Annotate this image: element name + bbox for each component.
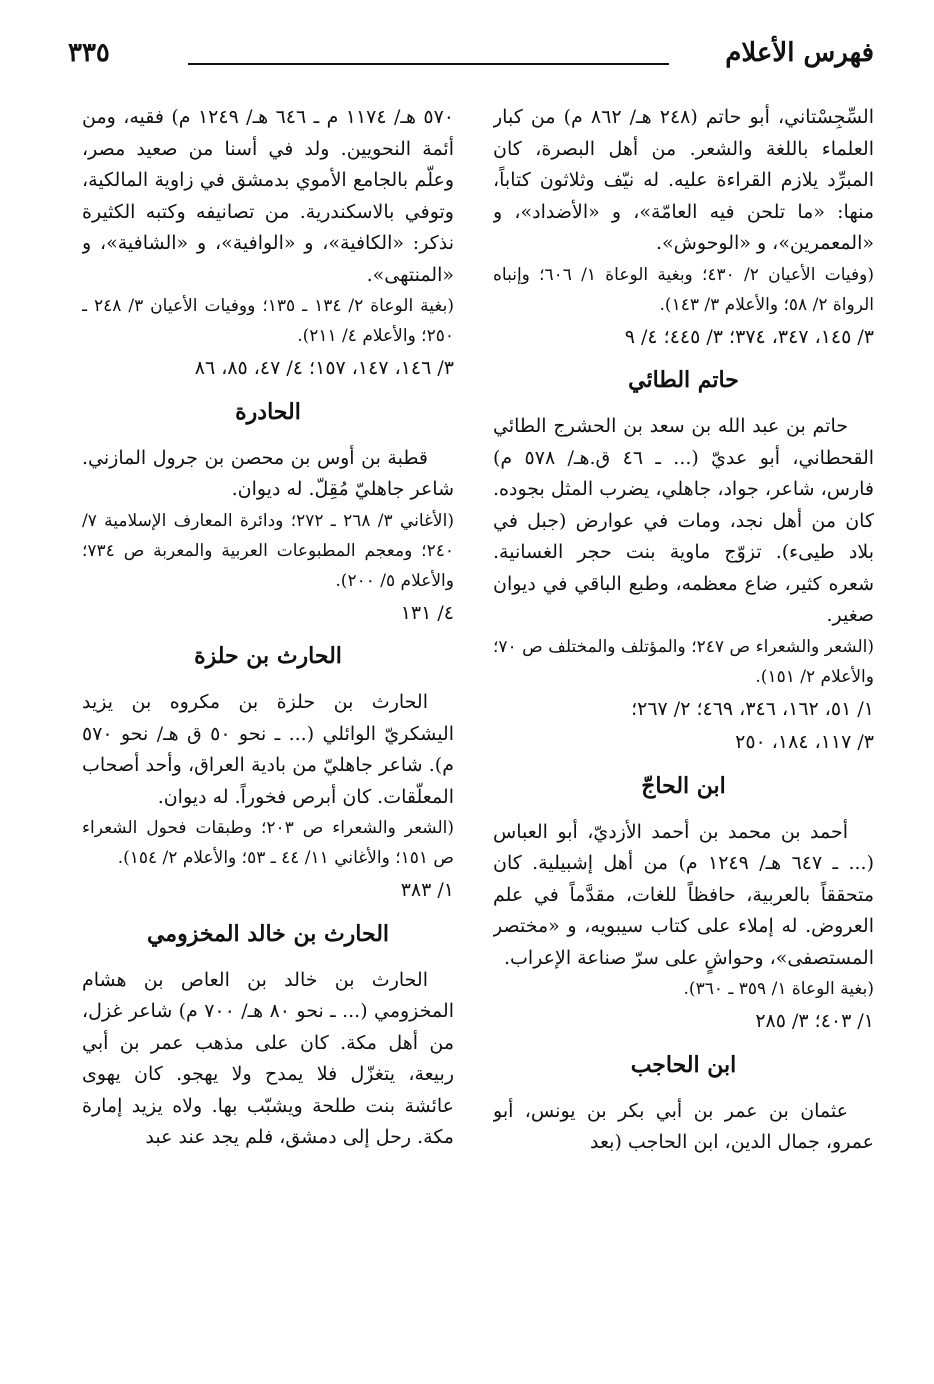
entry-hatim-al-tai	[493, 363, 874, 759]
entry-volume-refs: ٣/ ١٤٥، ٣٤٧، ٣٧٤؛ ٣/ ٤٤٥؛ ٤/ ٩	[624, 325, 874, 348]
entry-references: (الشعر والشعراء ص ٢٤٧؛ والمؤتلف والمختلف ص ٧٠؛ والأعلام ٢/ ١٥١).	[493, 636, 874, 687]
entry-heading: ابن الحاجّ	[641, 772, 726, 799]
entry-heading: ابن الحاجب	[630, 1051, 737, 1078]
entry-al-hadira	[82, 395, 454, 630]
entry-heading: حاتم الطائي	[628, 367, 739, 393]
entry-references: (وفيات الأعيان ٢/ ٤٣٠؛ وبغية الوعاة ١/ ٦٠٦؛ وإنباه الرواة ٢/ ٥٨؛ والأعلام ٣/ ١٤٣).	[493, 264, 874, 315]
entry-text: ٥٧٠ هـ/ ١١٧٤ م ـ ٦٤٦ هـ/ ١٢٤٩ م) فقيه، ومن أئمة النحويين. ولد في أسنا من صعيد مصر، وعلّم بالجامع الأموي بدمشق في زاوية المالكية، وتوفي بالاسكندرية. من تصانيفه وكتبه الكثيرة نذكر: «الكافية»، و «الوافية»، و «الشافية»، و «المنتهى».	[82, 106, 454, 286]
right-column	[493, 102, 874, 1356]
entry-volume-refs: ١/ ٤٠٣؛ ٣/ ٢٨٥	[755, 1010, 874, 1032]
entry-references: (بغية الوعاة ١/ ٣٥٩ ـ ٣٦٠).	[683, 979, 874, 999]
entry-volume-refs: ٣/ ١٤٦، ١٤٧، ١٥٧؛ ٤/ ٤٧، ٨٥، ٨٦	[194, 357, 454, 379]
entry-volume-refs: ١/ ٣٨٣	[400, 879, 454, 901]
entry-ibn-al-hajib	[493, 1048, 874, 1159]
running-title: فهرس الأعلام	[725, 38, 874, 68]
entry-text: أحمد بن محمد بن أحمد الأزديّ، أبو العباس (... ـ ٦٤٧ هـ/ ١٢٤٩ م) من أهل إشبيلية. كان متحققاً بالعربية، حافظاً للغات، مقدَّماً في علم العروض. له إملاء على كتاب سيبويه، و «مختصر المستصفى»، وحواشٍ على سرّ صناعة الإعراب.	[493, 820, 874, 969]
entry-harith-ibn-hilliza	[82, 639, 454, 907]
entry-references: (بغية الوعاة ٢/ ١٣٤ ـ ١٣٥؛ ووفيات الأعيان ٣/ ٢٤٨ ـ ٢٥٠؛ والأعلام ٤/ ٢١١).	[82, 296, 454, 346]
entry-abu-hatim	[493, 102, 874, 353]
entry-text: حاتم بن عبد الله بن سعد بن الحشرج الطائي القحطاني، أبو عديّ (... ـ ٤٦ ق.هـ/ ٥٧٨ م) فارس، شاعر، جواد، جاهلي، يضرب المثل بجوده. كان من أهل نجد، ومات في عوارض (جبل في بلاد طيىء). تزوّج ماوية بنت حجر الغسانية. شعره كثير، ضاع معظمه، وطبع الباقي في ديوان صغير.	[493, 415, 874, 626]
entry-references: (الأغاني ٣/ ٢٦٨ ـ ٢٧٢؛ ودائرة المعارف الإسلامية ٧/ ٢٤٠؛ ومعجم المطبوعات العربية والمعربة ص ٧٣٤؛ والأعلام ٥/ ٢٠٠).	[82, 510, 454, 591]
page-number: ٣٣٥	[68, 38, 110, 68]
entry-text: الحارث بن خالد بن العاص بن هشام المخزومي (... ـ نحو ٨٠ هـ/ ٧٠٠ م) شاعر غزل، من أهل مكة. كان على مذهب عمر بن أبي ربيعة، يتغزّل فلا يمدح ولا يهجو. كان يهوى عائشة بنت طلحة ويشبّب بها. ولاه يزيد إمارة مكة. رحل إلى دمشق، فلم يجد عند عبد	[82, 968, 454, 1148]
entry-references: (الشعر والشعراء ص ٢٠٣؛ وطبقات فحول الشعراء ص ١٥١؛ والأغاني ١١/ ٤٤ ـ ٥٣؛ والأعلام ٢/ ١٥٤).	[82, 818, 454, 868]
entry-volume-refs: ٤/ ١٣١	[400, 601, 454, 624]
entry-ibn-al-hajib-continued	[82, 102, 454, 385]
entry-text: عثمان بن عمر بن أبي بكر بن يونس، أبو عمرو، جمال الدين، ابن الحاجب (بعد	[493, 1099, 874, 1153]
entry-heading: الحارث بن خالد المخزومي	[146, 920, 390, 947]
left-column	[82, 102, 454, 1356]
page-header	[68, 38, 874, 82]
entry-text: السِّجِسْتاني، أبو حاتم (٢٤٨ هـ/ ٨٦٢ م) من كبار العلماء باللغة والشعر. من أهل البصرة، كان المبرِّد يلازم القراءة عليه. له نيّف وثلاثون كتاباً، منها: «ما تلحن فيه العامّة»، و «الأضداد»، و «المعمرين»، و «الوحوش».	[493, 106, 874, 254]
entry-volume-refs: ١/ ٥١، ١٦٢، ٣٤٦، ٤٦٩؛ ٢/ ٢٦٧؛	[631, 697, 874, 720]
entry-text: الحارث بن حلزة بن مكروه بن يزيد اليشكريّ الوائلي (... ـ نحو ٥٠ ق هـ/ نحو ٥٧٠ م). شاعر جاهليّ من بادية العراق، وأحد أصحاب المعلّقات. كان أبرص فخوراً. له ديوان.	[82, 691, 454, 808]
entry-harith-ibn-khalid	[82, 917, 454, 1154]
entry-text: قطبة بن أوس بن محصن بن جرول المازني. شاعر جاهليّ مُقِلّ. له ديوان.	[82, 446, 454, 500]
entry-volume-refs: ٣/ ١١٧، ١٨٤، ٢٥٠	[735, 731, 874, 753]
entry-ibn-al-hajj	[493, 769, 874, 1038]
entry-heading: الحارث بن حلزة	[194, 643, 342, 669]
header-rule	[188, 63, 669, 65]
entry-heading: الحادرة	[235, 398, 301, 425]
